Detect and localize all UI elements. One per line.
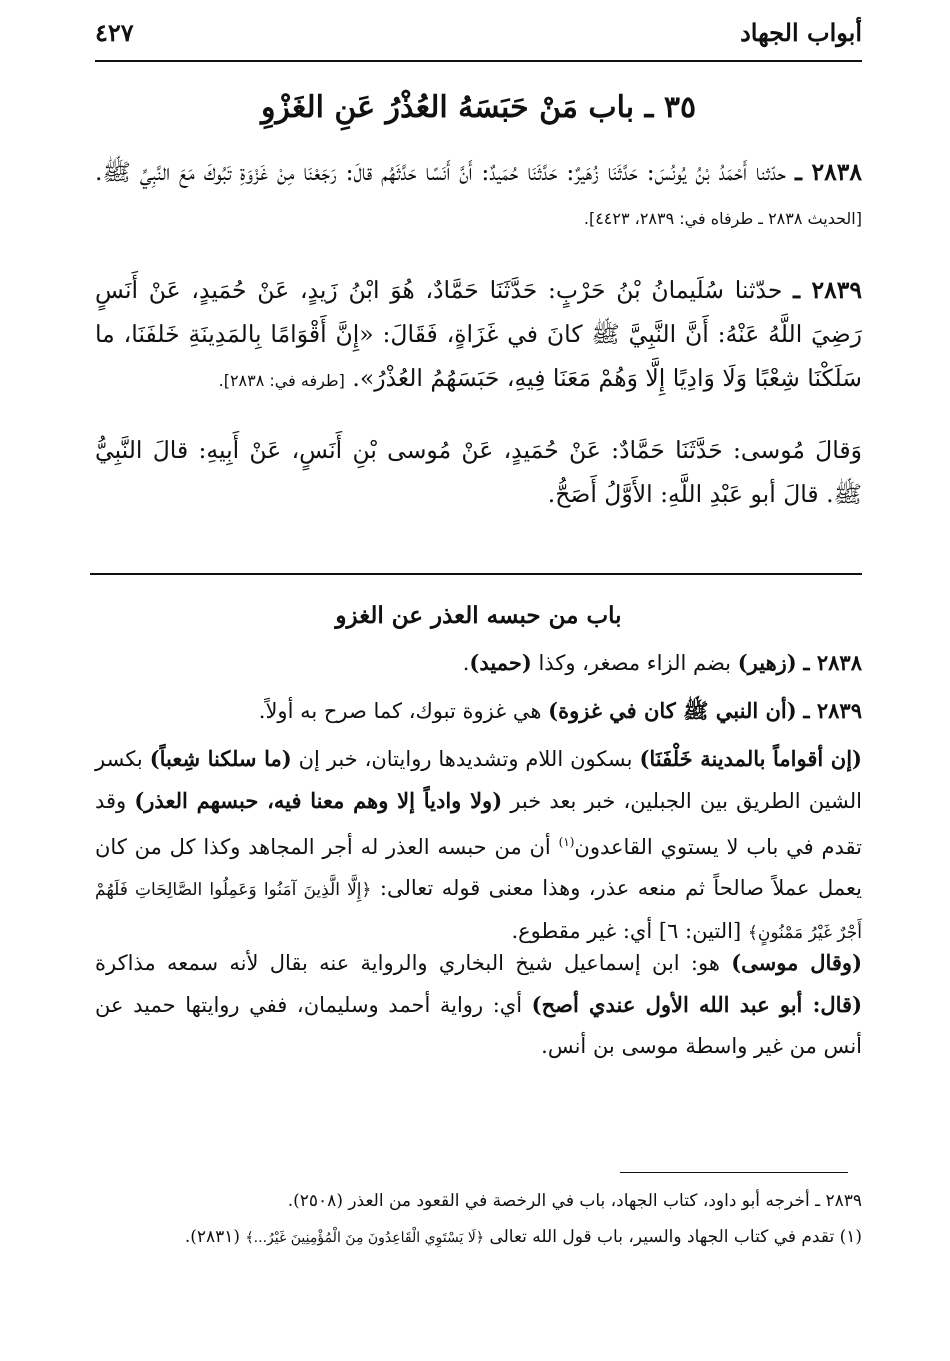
footnote-2839 (95, 1186, 862, 1216)
footnote-divider (620, 1172, 848, 1173)
commentary-text: [التين: ٦] أي: غير مقطوع. (511, 919, 742, 943)
header-divider (95, 60, 862, 62)
commentary-text: هو: ابن إسماعيل شيخ البخاري والرواية عنه بقال لأنه سمعه مذاكرة (95, 951, 720, 975)
hadith-text: وَقالَ مُوسى: حَدَّثَنَا حَمَّادٌ: عَنْ حُمَيدٍ، عَنْ مُوسى بْنِ أَنَسٍ، عَنْ أَبِيهِ: قالَ النَّبِيُّ ﷺ. قالَ أبو عَبْدِ اللَّهِ: الأَوَّلُ أَصَحُّ. (95, 436, 862, 508)
chapter-title: ٣٥ ـ باب مَنْ حَبَسَهُ العُذْرُ عَنِ الغَزْوِ (260, 90, 697, 125)
quran-verse: ﴿إِلَّا الَّذِينَ آمَنُوا وَعَمِلُوا الصَّالِحَاتِ فَلَهُمْ أَجْرٌ غَيْرُ مَمْنُونٍ﴾ (95, 880, 862, 943)
hadith-text: حدّثنا سُلَيمانُ بْنُ حَرْبٍ: حَدَّثَنَا حَمَّادٌ، هُوَ ابْنُ زَيدٍ، عَنْ حُمَيدٍ، عَنْ أَنَسٍ رَضِيَ اللَّهُ عَنْهُ: أَنَّ النَّبِيَّ ﷺ كانَ في غَزَاةٍ، فَقَالَ: «إِنَّ أَقْوَامًا بِالمَدِينَةِ خَلفَنَا، ما سَلَكْنَا شِعْبًا وَلَا وَادِيًا إِلَّا وَهُمْ مَعَنَا فِيهِ، حَبَسَهُمُ العُذْرُ». (95, 276, 862, 392)
commentary-term: (قال: أبو عبد الله الأول عندي أصح) (531, 992, 862, 1017)
footnote-marker[interactable]: (١) (558, 835, 575, 849)
commentary-term: (ولا وادياً إلا وهم معنا فيه، حبسهم العذر) (134, 788, 503, 813)
footnote-1 (95, 1222, 862, 1253)
commentary-text: . (462, 651, 470, 675)
commentary-2839 (95, 690, 862, 732)
footnote-text: تقدم في كتاب الجهاد والسير، باب قول الله تعالى (489, 1227, 835, 1247)
footnote-text: ٢٨٣٩ ـ أخرجه أبو داود، كتاب الجهاد، باب في الرخصة في القعود من العذر (٢٥٠٨). (287, 1191, 862, 1211)
hadith-2839 (95, 268, 862, 403)
commentary-number: ٢٨٣٩ ـ (803, 698, 862, 723)
hadith-reference: [الحديث ٢٨٣٨ ـ طرفاه في: ٢٨٣٩، ٤٤٢٣]. (583, 209, 862, 228)
commentary-term: (أن النبي ﷺ كان في غزوة) (548, 698, 797, 723)
commentary-text: أي: رواية أحمد وسليمان، ففي روايتها حميد عن أنس من غير واسطة موسى بن أنس. (95, 993, 862, 1058)
commentary-explanation (95, 738, 862, 954)
hadith-number: ٢٨٣٩ ـ (793, 276, 862, 304)
commentary-text: أن من حبسه العذر له أجر المجاهد وكذا كل من كان يعمل عملاً صالحاً ثم منعه عذر، وهذا معنى قوله تعالى: (95, 835, 862, 900)
commentary-number: ٢٨٣٨ ـ (803, 650, 862, 675)
commentary-text: بضم الزاء مصغر، وكذا (538, 651, 732, 675)
commentary-term: (حميد) (469, 650, 532, 675)
commentary-term: (ما سلكنا شِعباً) (149, 746, 292, 771)
hadith-musa-narration (95, 428, 862, 516)
commentary-text: بكسر الشين الطريق بين الجبلين، خبر بعد خبر (95, 747, 862, 813)
hadith-text: حدّثنا أَحْمَدُ بْنُ يُونُسَ: حَدَّثَنَا زُهَيرٌ: حَدَّثَنَا حُمَيدٌ: أَنَّ أَنَسًا حَدَّثَهُم قالَ: رَجَعْنَا مِنْ غَزْوَةِ تَبُوكَ مَعَ النَّبِيِّ ﷺ. (95, 158, 787, 186)
commentary-musa (95, 942, 862, 1067)
page-number: ٤٢٧ (95, 18, 134, 47)
hadith-reference: [طرفه في: ٢٨٣٨]. (218, 371, 345, 390)
commentary-2838 (95, 642, 862, 684)
running-header (95, 18, 862, 52)
section-divider (90, 573, 862, 575)
commentary-term: (إن أقواماً بالمدينة خَلْفَنَا) (639, 746, 862, 771)
commentary-title: باب من حبسه العذر عن الغزو (335, 602, 622, 629)
commentary-text: بسكون اللام وتشديدها روايتان، خبر إن (298, 747, 633, 771)
hadith-2838 (95, 150, 862, 241)
commentary-term: (وقال موسى) (731, 950, 862, 975)
footnote-number: (١) (839, 1227, 862, 1247)
hadith-number: ٢٨٣٨ ـ (794, 158, 862, 186)
quran-verse: ﴿لَا يَسْتَوِي الْقَاعِدُونَ مِنَ الْمُؤْمِنِينَ غَيْرُ...﴾ (245, 1230, 485, 1246)
footnote-text: (٢٨٣١). (184, 1227, 241, 1247)
running-title: أبواب الجهاد (740, 18, 862, 47)
commentary-text: وقد تقدم في باب لا يستوي القاعدون (95, 789, 862, 859)
commentary-term: (زهير) (737, 650, 797, 675)
commentary-text: هي غزوة تبوك، كما صرح به أولاً. (258, 699, 542, 723)
